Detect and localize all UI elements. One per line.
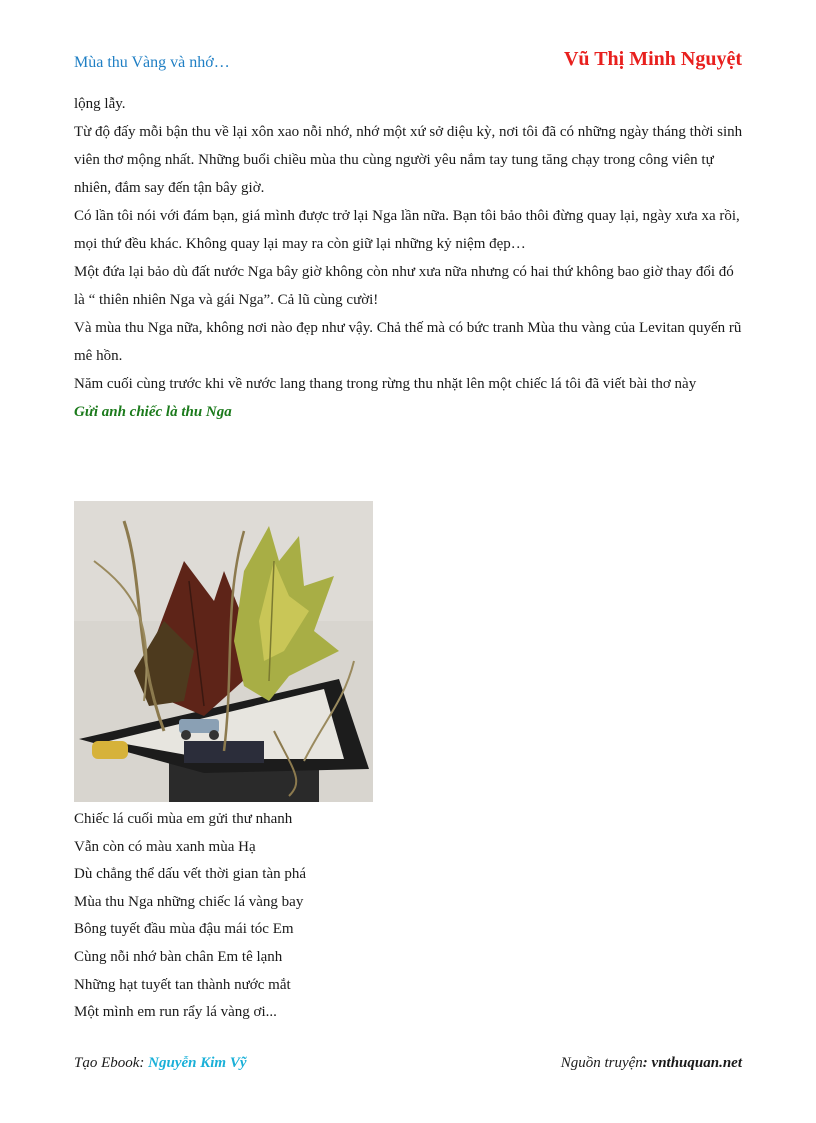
header-title: Mùa thu Vàng và nhớ… <box>74 54 230 71</box>
ebook-name: Nguyễn Kim Vỹ <box>148 1055 247 1071</box>
poem-line: Cùng nỗi nhớ bàn chân Em tê lạnh <box>74 948 283 965</box>
poem-line: Chiếc lá cuối mùa em gửi thư nhanh <box>74 811 293 827</box>
poem-line: Dù chẳng thể dấu vết thời gian tàn phá <box>74 866 307 883</box>
source-credit: Nguồn truyện: vnthuquan.net <box>560 1055 742 1071</box>
page-header <box>74 48 742 78</box>
body-text <box>74 90 744 426</box>
paragraph: Từ độ đấy mỗi bận thu về lại xôn xao nỗi nhớ, nhớ một xứ sở diệu kỳ, nơi tôi đã có những ngày tháng thời sinh viên thơ mộng nhất. Những buổi chiều mùa thu cùng người yêu nắm tay tung tăng chạy trong công viên tự nhiên, đắm say đến tận bây giờ. <box>74 124 743 196</box>
poem-line: Những hạt tuyết tan thành nước mắt <box>74 976 291 993</box>
poem <box>74 806 574 1027</box>
header-author: Vũ Thị Minh Nguyệt <box>563 48 742 70</box>
paragraph: Và mùa thu Nga nữa, không nơi nào đẹp như vậy. Chả thế mà có bức tranh Mùa thu vàng của Levitan quyến rũ mê hồn. <box>74 320 742 364</box>
page-footer <box>74 1055 742 1077</box>
poem-title: Gửi anh chiếc là thu Nga <box>74 404 232 420</box>
paragraph: Năm cuối cùng trước khi về nước lang thang trong rừng thu nhặt lên một chiếc lá tôi đã viết bài thơ này <box>74 376 697 392</box>
source-label: Nguồn truyện <box>560 1055 643 1071</box>
paragraph: lộng lẫy. <box>74 96 126 112</box>
ebook-label: Tạo Ebook <box>74 1055 140 1071</box>
poem-line: Mùa thu Nga những chiếc lá vàng bay <box>74 893 304 910</box>
poem-line: Bông tuyết đầu mùa đậu mái tóc Em <box>74 921 294 938</box>
source-name: vnthuquan.net <box>651 1055 742 1071</box>
poem-line: Vẫn còn có màu xanh mùa Hạ <box>74 838 256 855</box>
autumn-leaves-photo <box>74 501 373 802</box>
paragraph: Có lần tôi nói với đám bạn, giá mình được trở lại Nga lần nữa. Bạn tôi bảo thôi đừng quay lại, ngày xưa xa rồi, mọi thứ đều khác. Không quay lại may ra còn giữ lại những kỷ niệm đẹp… <box>74 208 740 252</box>
paragraph: Một đứa lại bảo dù đất nước Nga bây giờ không còn như xưa nữa nhưng có hai thứ không bao giờ thay đổi đó là “ thiên nhiên Nga và gái Nga”. Cả lũ cùng cười! <box>74 264 734 308</box>
poem-line: Một mình em run rẩy lá vàng ơi... <box>74 1004 277 1021</box>
leaves-illustration <box>74 501 373 802</box>
ebook-credit: Tạo Ebook: Nguyễn Kim Vỹ <box>74 1055 247 1071</box>
